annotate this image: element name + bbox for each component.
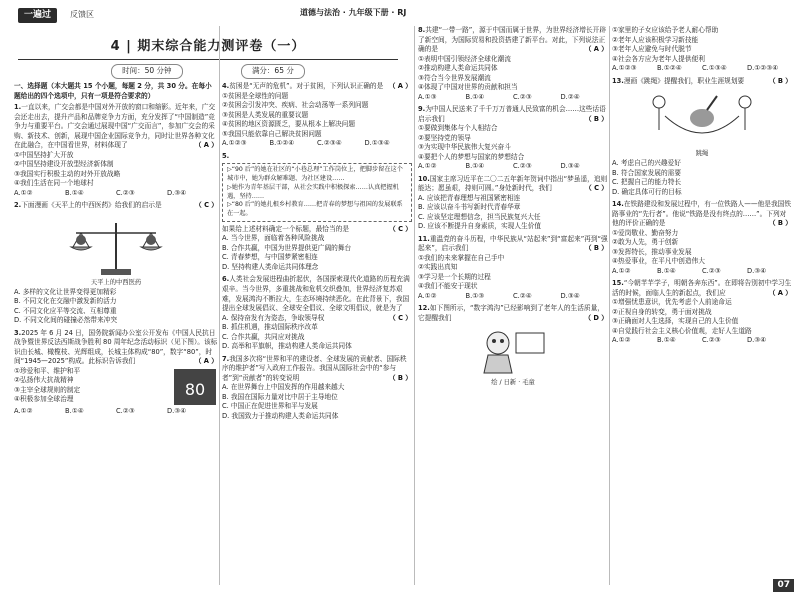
question-12-options: ①家里的子女应该给予老人耐心帮助 ②老年人应该积极学习新技能 ③老年人应避免与时代脱节 ④社会各方应为老年人提供便利 A.①②③ B.①②④ C.①③④ D.①②③④: [612, 26, 779, 73]
question-15: 15.“今朝芊芊学子，明朝各奔东西”。在即将告别初中学习生活的时候，面临人生的新起点，我们应 （ A ） ①增强忧患意识，优先考虑个人前途命运 ②正视自身的转变，勇于面对挑战 ③正确面对人生选择，实现自己的人生价值 ④自觉践行社会主义核心价值观，走好人生道路 A.①② B.①④ C.②③ D.③④: [612, 279, 792, 345]
cartoon-caption: 绘 / 日新 · 毛童: [491, 379, 535, 387]
question-6: 6.人类社会发展进程曲折起伏，各国探索现代化道路的历程充满艰辛。当今世界，多重挑战和危机交织叠加，世界经济复苏艰难，发展鸿沟不断拉大，生态环境持续恶化。在此背景下，我国提出全球发展倡议、全球安全倡议、全球文明倡议，就是为了 （ C ） A. 保持奋发有为姿态，争取领导权 B. 抓住机遇，推动国际秩序改革 C. 合作共赢，共同应对挑战 D. 高举和平旗帜，推动构建人类命运共同体: [222, 275, 412, 351]
column-3: [418, 26, 608, 391]
cartoon-caption: 天平上的中西医药: [90, 278, 142, 286]
column-2: [222, 82, 412, 424]
question-8: 8.共建“一带一路”，源于中国而属于世界，为世界经济增长开辟了新空间，为国际贸易和投资搭建了新平台。对此，下列说法正确的是 （ A ） ①表明中国引领经济全球化潮流 ②推动构建人类命运共同体 ③符合当今世界发展潮流 ④体现了中国对世界的贡献和担当 A.①③ B.①④ C.②③ D.②④: [418, 26, 608, 101]
jump-rope-cartoon: [637, 88, 767, 148]
material-box: ▷“90 后”的她在社区的“小巷总理”工作岗位上，把脚步留在这个城市中，她为群众解难题、为社区建设…… ▷她作为青年基层干部，从社会实践中积极探索……认真把握机遇，坚持…… ▷“80 后”的她扎根乡村教育……把青春的梦想与祖国的发展联系在一起。: [222, 163, 412, 222]
column-4: [612, 26, 792, 349]
question-1: 1.一直以来，广交会都是中国对外开放的窗口和缩影。近年来，广交会还走出去，提升产品和品牌竞争力方面，充分发挥了“中国制造”竞争力与重要平台。广交会通过展现中国“广交而言”，参加广交会的采购、新技术、创新，展现中国企业国际竞争力，同时让世界各种文化在此融合，在中国看世界，材料体现了 （ A ） ①中国坚持扩大开放 ②中国坚持建设开放型经济新体制 ③我国实行积极主动的对外开放战略 ④我们生活在同一个地球村 A.①② B.①④ C.②③ D.③④: [14, 103, 218, 197]
exam-meta: [18, 64, 398, 78]
page-title: 4 | 期末综合能力测评卷（一）: [18, 38, 398, 60]
time-label: 时间：50 分钟: [111, 64, 182, 79]
question-12: 12.如下图所示，“数字鸿沟”已经影响到了老年人的生活质量，它提醒我们 （ D ） 绘 / 日新 · 毛童: [418, 304, 608, 387]
svg-text:80: 80: [184, 379, 206, 399]
top-bar: [0, 0, 800, 24]
question-3: 3.2025 年 6 月 24 日，国务院新闻办公室公开发布《中国人民抗日战争暨世界反法西斯战争胜利 80 周年纪念活动标识（见下图）。该标识由长城、橄榄枝、光辉组成，长城主体构成“80”，数字“80”，时间“1945—2025”构成。此标识告诉我们 （ A ） ①珍爱和平、维护和平 ②弘扬伟大抗战精神 ③主宰全球规则的制定 ④积极参加全球治理 80 A.①② B.①④ C.②③ D.③④: [14, 328, 218, 415]
cartoon-caption: 跳绳: [695, 150, 709, 158]
anniversary-logo: [172, 367, 218, 407]
brand-sub: 反馈区: [70, 10, 94, 19]
question-7: 7.我国多次将“世界和平的建设者、全球发展的贡献者、国际秩序的维护者”写入政府工作报告。我国从国际社会中的“参与者”到“贡献者”的转变说明 （ B ） A. 在世界舞台上中国发挥的作用越来越大 B. 我国在国际力量对比中居于主导地位 C. 中国正在促进世界和平与发展 D. 我国致力于推动构建人类命运共同体: [222, 354, 412, 420]
score-label: 满分：65 分: [241, 64, 305, 79]
digital-divide-cartoon: [468, 325, 558, 377]
question-14: 14.在铁路建设和发展过程中，有一位铁路人——他是我国铁路事业的“先行者”。他说“铁路是没有终点的……”。下列对他的评价正确的是 （ B ） ①爱岗敬业、勤奋努力 ②敢为人先，勇于创新 ③发挥特长，推动事业发展 ④热爱事业，在平凡中创造伟大 A.①② B.①④ C.②③ D.③④: [612, 200, 792, 275]
brand-logo: 一遍过: [18, 8, 57, 23]
question-10: 10.国家主席习近平在二〇二五年新年贺词中指出“梦虽遥，追则能达；愿虽艰，持则可圆。”身处新时代，我们 （ C ） A. 应该把青春理想与祖国紧密相连 B. 应该以奋斗书写新时代青春华章 C. 应该坚定理想信念，担当民族复兴大任 D. 应该不断提升自身素质，实现人生价值: [418, 174, 608, 231]
question-2: 2.下面漫画《天平上的中西医药》给我们的启示是 （ C ） 天平上的中西医药 A. 多样的文化让世界变得更加精彩 B. 不同文化在交融中激发新的活力 C. 不同文化应平等交流、互相尊重 D. 不同文化间的碰撞必然带来冲突: [14, 201, 218, 325]
column-1: [14, 82, 218, 419]
question-4: 4.贫困是“无声的危机”。对于贫困，下列认识正确的是 （ A ） ①贫困是全球性的问题 ②贫困会引发冲突、疾病、社会动荡等一系列问题 ③贫困是人类发展的重要议题 ④贫困的地区资源匮乏，要从根本上解决问题 ⑤我国只能依靠自己解决贫困问题 A.①②③ B.①②④ C.②③④ D.①③④: [222, 82, 412, 148]
question-9: 9.为中国人民送来了千千万万普通人民致富的机会……这些话语启示我们 （ B ） ①要做到集体与个人相结合 ②要坚持党的领导 ③为实现中华民族伟大复兴奋斗 ④要把个人的梦想与国家的梦想结合 A.①② B.①④ C.②③ D.③④: [418, 105, 608, 171]
balance-cartoon: [61, 213, 171, 277]
page-number: 07: [773, 579, 794, 592]
question-11: 11.重温党的奋斗历程，中华民族从“站起来”到“富起来”再到“强起来”，启示我们 （ B ） ①我们的未来掌握在自己手中 ②实践出真知 ③学习是一个长期的过程 ④我们不能安于现状 A.①② B.①③ C.②④ D.③④: [418, 234, 608, 300]
series-title: 道德与法治 · 九年级下册 · RJ: [300, 8, 407, 17]
question-5: 5. ▷“90 后”的她在社区的“小巷总理”工作岗位上，把脚步留在这个城市中，她为群众解难题、为社区建设…… ▷她作为青年基层干部，从社会实践中积极探索……认真把握机遇，坚持…… ▷“80 后”的她扎根乡村教育……把青春的梦想与祖国的发展联系在一起。 如果给上述材料确定一个标题，最恰当的是 （ C ） A. 当今世界，面临着各种风险挑战 B. 合作共赢，中国为世界提供更广阔的舞台 C. 青春梦想，与中国梦紧密相连 D. 坚持构建人类命运共同体理念: [222, 151, 412, 271]
question-13: 13.漫画《跳绳》提醒我们，职业生涯规划要 （ B ） 跳绳 A. 考虑自己的兴趣爱好 B. 符合国家发展的需要 C. 把握自己的能力特长 D. 确定具体可行的目标: [612, 76, 792, 196]
section-title: 一、选择题（本大题共 15 个小题，每题 2 分，共 30 分。在每小题给出的四个选项中，只有一项是符合要求的）: [14, 82, 212, 100]
